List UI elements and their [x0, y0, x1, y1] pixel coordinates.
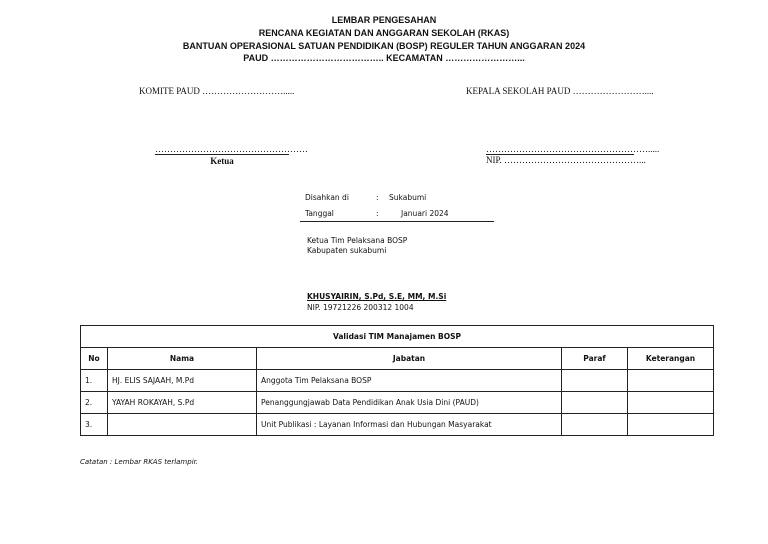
validation-table [80, 325, 714, 436]
cell-keterangan [628, 370, 714, 392]
table-title: Validasi TIM Manajamen BOSP [81, 326, 714, 348]
col-header-paraf: Paraf [562, 348, 628, 370]
cell-no: 3. [81, 414, 108, 436]
disahkan-label: Disahkan di [305, 193, 349, 202]
kepala-nip: NIP. ………………………………………... [486, 155, 646, 165]
doc-subtitle-rkas: RENCANA KEGIATAN DAN ANGGARAN SEKOLAH (RKAS) [258, 28, 510, 38]
komite-label: KOMITE PAUD ………………………..... [139, 86, 295, 96]
disahkan-value: Sukabumi [389, 193, 427, 202]
col-header-nama: Nama [108, 348, 257, 370]
approval-divider [300, 221, 494, 222]
footnote: Catatan : Lembar RKAS terlampir. [80, 458, 199, 466]
cell-no: 1. [81, 370, 108, 392]
cell-jabatan: Penanggungjawab Data Pendidikan Anak Usia Dini (PAUD) [257, 392, 562, 414]
table-row [81, 370, 714, 392]
cell-paraf [562, 414, 628, 436]
cell-jabatan: Unit Publikasi : Layanan Informasi dan Hubungan Masyarakat [257, 414, 562, 436]
approver-role-line2: Kabupaten sukabumi [307, 246, 387, 255]
table-header-row [81, 348, 714, 370]
tanggal-value: Januari 2024 [401, 209, 449, 218]
komite-role: Ketua [210, 156, 234, 166]
col-header-jabatan: Jabatan [257, 348, 562, 370]
table-title-row [81, 326, 714, 348]
col-header-no: No [81, 348, 108, 370]
approver-nip: NIP. 19721226 200312 1004 [307, 303, 414, 312]
doc-subtitle-bosp: BANTUAN OPERASIONAL SATUAN PENDIDIKAN (BOSP) REGULER TAHUN ANGGARAN 2024 [182, 41, 586, 51]
approver-role-line1: Ketua Tim Pelaksana BOSP [307, 236, 408, 245]
cell-keterangan [628, 414, 714, 436]
cell-nama: YAYAH ROKAYAH, S.Pd [108, 392, 257, 414]
table-row [81, 392, 714, 414]
doc-title: LEMBAR PENGESAHAN [331, 15, 437, 25]
cell-paraf [562, 392, 628, 414]
approver-name: KHUSYAIRIN, S.Pd, S.E, MM, M.Si [307, 292, 447, 301]
col-header-keterangan: Keterangan [628, 348, 714, 370]
tanggal-separator: : [376, 209, 379, 218]
cell-no: 2. [81, 392, 108, 414]
tanggal-label: Tanggal [305, 209, 334, 218]
disahkan-separator: : [376, 193, 379, 202]
kepala-label: KEPALA SEKOLAH PAUD …………………….... [466, 86, 654, 96]
cell-keterangan [628, 392, 714, 414]
cell-nama [108, 414, 257, 436]
cell-jabatan: Anggota Tim Pelaksana BOSP [257, 370, 562, 392]
cell-paraf [562, 370, 628, 392]
table-row [81, 414, 714, 436]
komite-signature-line: …………………………………………… [155, 144, 308, 154]
kepala-signature-line: ………………………………………………..... [486, 144, 660, 154]
doc-subtitle-paud: PAUD ……………………………….. KECAMATAN ……………………... [243, 53, 525, 63]
cell-nama: HJ. ELIS SAJAAH, M.Pd [108, 370, 257, 392]
